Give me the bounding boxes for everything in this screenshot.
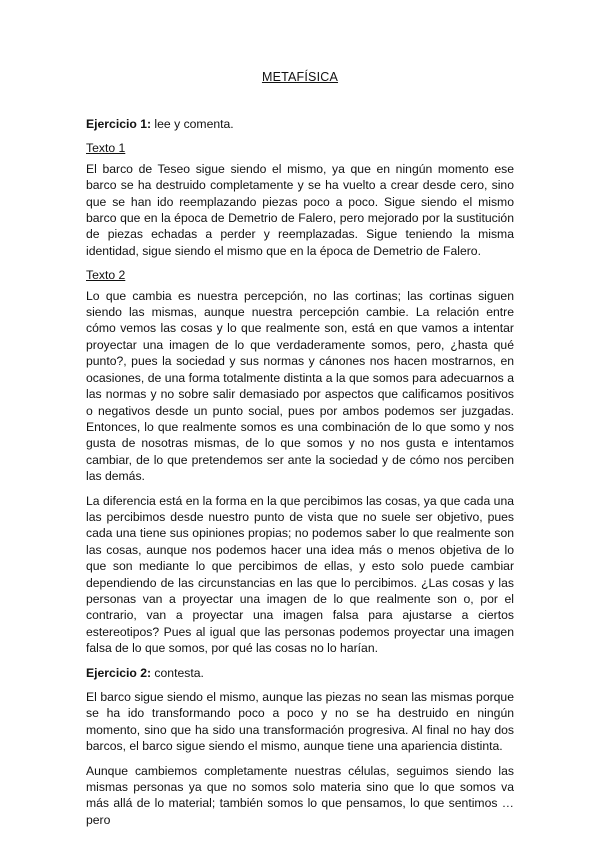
exercise-2-paragraph-2: Aunque cambiemos completamente nuestras células, seguimos siendo las mismas personas ya que no somos solo materia sino que lo que somos va más allá de lo material; también somos lo que pensamos, lo que sentimos … pero	[86, 763, 514, 827]
document-body	[86, 116, 514, 836]
exercise-1-instruction: lee y comenta.	[151, 117, 234, 131]
page-title: METAFÍSICA	[261, 70, 339, 84]
exercise-2-heading	[86, 665, 514, 681]
text-2-paragraph-1: Lo que cambia es nuestra percepción, no las cortinas; las cortinas siguen siendo las mismas, aunque nuestra percepción cambie. La relación entre cómo vemos las cosas y lo que realmente son, está en que vamos a intentar proyectar una imagen de lo que verdaderamente somos, pero, ¿hasta qué punto?, pues la sociedad y sus normas y cánones nos hacen mostrarnos, en ocasiones, de una forma totalmente distinta a la que somos para adecuarnos a las normas y no sobre salir demasiado por aspectos que calificamos positivos o negativos desde un punto social, pues por ambos podemos ser juzgadas. Entonces, lo que realmente somos es una combinación de lo que somo y nos gusta de nosotras mismas, de lo que somos y no nos gusta e intentamos cambiar, de lo que pretendemos ser ante la sociedad y de cómo nos perciben las demás.	[86, 288, 514, 484]
exercise-2-instruction: contesta.	[151, 665, 204, 680]
text-1-paragraph: El barco de Teseo sigue siendo el mismo, ya que en ningún momento ese barco se ha destruido completamente y se ha vuelto a crear desde cero, sino que se han ido reemplazando piezas poco a poco. Sigue siendo el mismo barco que en la época de Demetrio de Falero, pero mejorado por la sustitución de piezas echadas a perder y reemplazadas. Sigue teniendo la misma identidad, sigue siendo el mismo que en la época de Demetrio de Falero.	[86, 161, 514, 258]
exercise-1-label: Ejercicio 1:	[86, 117, 152, 131]
exercise-2-label: Ejercicio 2:	[86, 665, 152, 680]
exercise-1-heading	[86, 116, 514, 132]
text-2-heading: Texto 2	[86, 268, 126, 283]
text-1-heading: Texto 1	[86, 141, 126, 156]
exercise-2-paragraph-1: El barco sigue siendo el mismo, aunque las piezas no sean las mismas porque se ha ido transformando poco a poco y no se ha destruido en ningún momento, sino que ha sido una transformación progresiva. Al final no hay dos barcos, el barco sigue siendo el mismo, aunque tiene una apariencia distinta.	[86, 690, 514, 754]
text-2-paragraph-2: La diferencia está en la forma en la que percibimos las cosas, ya que cada una las percibimos desde nuestro punto de vista que no suele ser objetivo, pues cada una tiene sus opiniones propias; no podemos saber lo que realmente son las cosas, aunque nos podemos hacer una idea más o menos objetiva de lo que son mediante lo que percibimos de ellas, y esto solo puede cambiar dependiendo de las circunstancias en las que lo percibimos. ¿Las cosas y las personas van a proyectar una imagen de lo que realmente son o, por el contrario, van a proyectar una imagen falsa para ajustarse a ciertos estereotipos? Pues al igual que las personas podemos proyectar una imagen falsa de lo que somos, por qué las cosas no lo harían.	[86, 493, 514, 656]
